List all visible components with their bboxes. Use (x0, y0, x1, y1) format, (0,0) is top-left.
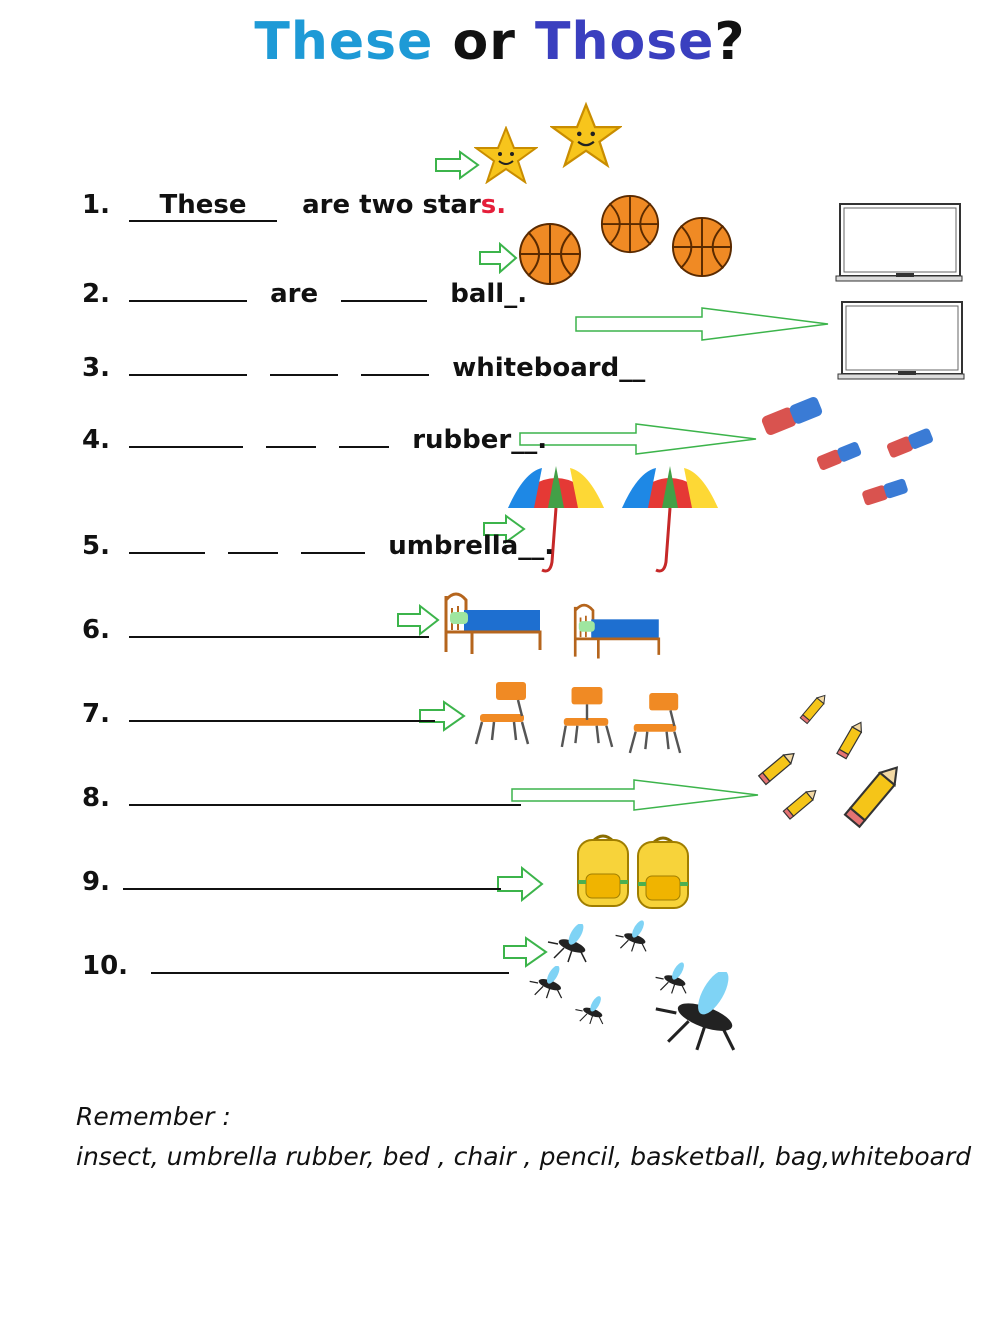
rubber-icon (854, 474, 916, 510)
answer-field[interactable]: These (129, 190, 277, 222)
item-6 (82, 610, 443, 645)
answer-blank[interactable] (270, 348, 338, 376)
sentence-text: are (270, 279, 319, 309)
pencil-icon (776, 780, 828, 826)
answer-blank[interactable] (339, 420, 389, 448)
title-those: Those (534, 12, 715, 72)
basketball-icon (518, 222, 582, 286)
bed-icon (568, 598, 666, 662)
insect-icon (574, 996, 610, 1026)
item-number: 5. (82, 531, 110, 561)
star-icon (550, 100, 622, 170)
umbrella-icon (618, 462, 722, 578)
item-8 (82, 778, 535, 813)
answer-blank[interactable] (341, 274, 427, 302)
item-number: 2. (82, 279, 110, 309)
basketball-icon (670, 216, 734, 278)
insect-icon (648, 972, 758, 1054)
rubber-icon (814, 436, 864, 476)
answer-blank[interactable] (129, 348, 247, 376)
answer-blank[interactable] (266, 420, 316, 448)
item-number: 10. (82, 951, 129, 981)
bag-icon (634, 834, 692, 912)
title-these: These (254, 12, 434, 72)
insect-icon (546, 924, 596, 964)
item-10 (82, 946, 523, 981)
remember-heading: Remember : (76, 1102, 231, 1131)
sentence-tail: __. (518, 531, 555, 561)
star-icon (474, 126, 538, 184)
arrow-icon (574, 306, 832, 342)
arrow-icon (510, 778, 762, 812)
answer-blank[interactable] (129, 274, 247, 302)
sentence-text: are two star (302, 190, 481, 220)
chair-icon (626, 690, 684, 756)
whiteboard-icon (834, 202, 964, 284)
sentence-tail: _. (504, 279, 528, 309)
answer-blank[interactable] (129, 610, 429, 638)
item-9 (82, 862, 515, 897)
item-5 (82, 526, 554, 561)
answer-blank[interactable] (228, 526, 278, 554)
sentence-tail: __ (619, 353, 646, 383)
answer-blank[interactable] (129, 526, 205, 554)
arrow-icon (478, 242, 518, 274)
answer-blank[interactable] (129, 694, 435, 722)
sentence-text: whiteboard (452, 353, 620, 383)
item-number: 9. (82, 867, 110, 897)
bed-icon (442, 586, 544, 658)
period: . (496, 190, 507, 220)
chair-icon (472, 680, 532, 746)
item-number: 7. (82, 699, 110, 729)
item-2 (82, 274, 527, 309)
sentence-text: umbrella (388, 531, 519, 561)
answer-blank[interactable] (301, 526, 365, 554)
answer-blank[interactable] (361, 348, 429, 376)
chair-icon (558, 684, 616, 750)
item-1 (82, 190, 506, 222)
sentence-tail: __. (511, 425, 548, 455)
insect-icon (528, 966, 570, 1000)
remember-word-list: insect, umbrella rubber, bed , chair , pencil, basketball, bag,whiteboard (76, 1142, 972, 1171)
answer-blank[interactable] (151, 946, 509, 974)
title-or: or (452, 12, 516, 72)
item-7 (82, 694, 449, 729)
worksheet-title (0, 12, 1000, 72)
answer-blank[interactable] (129, 778, 521, 806)
rubber-icon (758, 392, 826, 440)
item-3 (82, 348, 645, 383)
answer-blank[interactable] (129, 420, 243, 448)
insect-icon (614, 918, 654, 956)
sentence-text: rubber (412, 425, 512, 455)
whiteboard-icon (836, 298, 966, 384)
rubber-icon (884, 422, 936, 464)
basketball-icon (598, 194, 662, 254)
pencil-icon (798, 688, 832, 728)
item-number: 1. (82, 190, 110, 220)
item-number: 4. (82, 425, 110, 455)
pencil-icon (834, 752, 918, 836)
bag-icon (574, 832, 632, 910)
sentence-text: ball (450, 279, 505, 309)
plural-ending: s (480, 190, 497, 220)
arrow-icon (434, 150, 480, 180)
item-number: 8. (82, 783, 110, 813)
item-number: 6. (82, 615, 110, 645)
item-number: 3. (82, 353, 110, 383)
item-4 (82, 420, 547, 455)
title-question-mark: ? (714, 12, 746, 72)
arrow-icon (518, 422, 760, 456)
answer-blank[interactable] (123, 862, 501, 890)
